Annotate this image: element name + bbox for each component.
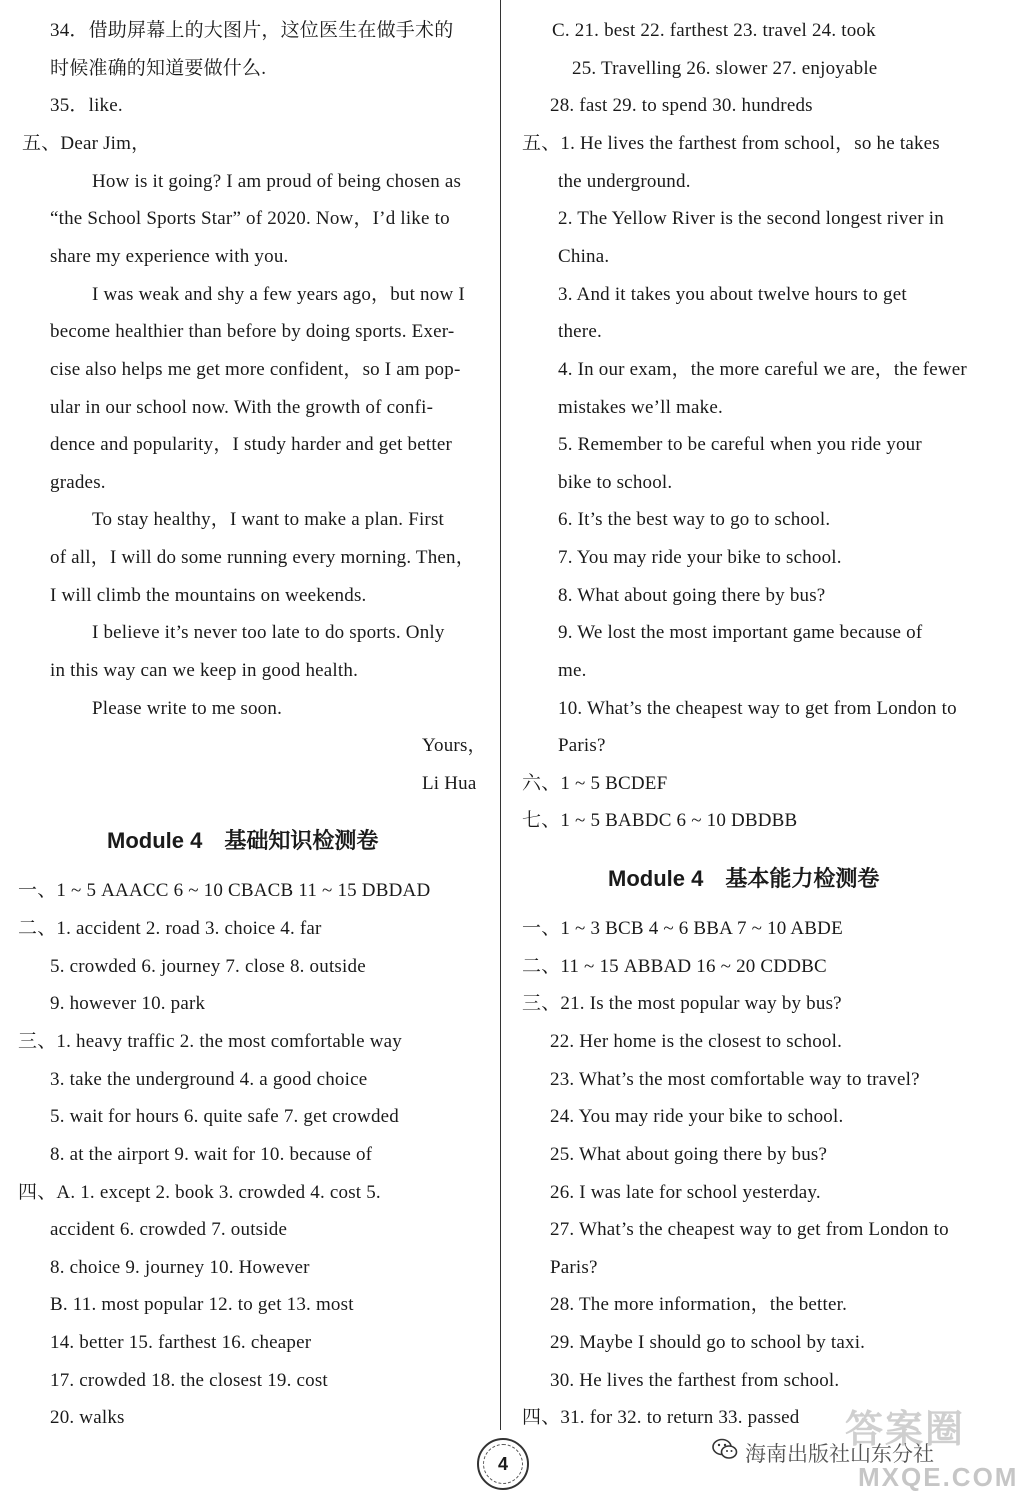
answer-line: 24. You may ride your bike to school. [550, 1106, 844, 1127]
answer-line: 8. choice 9. journey 10. However [50, 1257, 310, 1278]
answer-line: 五、1. He lives the farthest from school，so he takes [522, 133, 940, 154]
answer-line: the underground. [558, 171, 691, 192]
answer-line: 5. Remember to be careful when you ride your [558, 434, 922, 455]
answer-line: bike to school. [558, 472, 673, 493]
answer-line: of all，I will do some running every morning. Then， [50, 547, 475, 568]
right-section-heading: Module 4 基本能力检测卷 [608, 866, 880, 891]
answer-line: share my experience with you. [50, 246, 289, 267]
answer-line: “the School Sports Star” of 2020. Now，I’d like to [50, 208, 450, 229]
answer-line: 五、Dear Jim， [22, 133, 151, 154]
answer-line: 时候准确的知道要做什么. [50, 58, 267, 79]
answer-line: 9. however 10. park [50, 993, 206, 1014]
answer-line: 20. walks [50, 1407, 125, 1428]
answer-line: 34．借助屏幕上的大图片，这位医生在做手术的 [50, 20, 454, 41]
answer-line: 25. Travelling 26. slower 27. enjoyable [572, 58, 878, 79]
answer-line: 三、21. Is the most popular way by bus? [522, 993, 842, 1014]
answer-line: 23. What’s the most comfortable way to travel? [550, 1069, 920, 1090]
answer-line: 6. It’s the best way to go to school. [558, 509, 831, 530]
answer-line: 二、1. accident 2. road 3. choice 4. far [18, 918, 322, 939]
answer-line: become healthier than before by doing sports. Exer- [50, 321, 455, 342]
left-section-heading: Module 4 基础知识检测卷 [107, 828, 379, 853]
answer-line: Paris? [550, 1257, 598, 1278]
wechat-icon [712, 1438, 738, 1460]
answer-line: China. [558, 246, 610, 267]
answer-line: Li Hua [422, 773, 477, 794]
answer-line: 30. He lives the farthest from school. [550, 1370, 840, 1391]
answer-line: 5. crowded 6. journey 7. close 8. outside [50, 956, 366, 977]
answer-line: 5. wait for hours 6. quite safe 7. get crowded [50, 1106, 399, 1127]
answer-line: I was weak and shy a few years ago，but now I [92, 284, 465, 305]
answer-line: 四、31. for 32. to return 33. passed [522, 1407, 800, 1428]
answer-line: 二、11 ~ 15 ABBAD 16 ~ 20 CDDBC [522, 956, 827, 977]
answer-line: I believe it’s never too late to do sports. Only [92, 622, 445, 643]
answer-line: there. [558, 321, 602, 342]
answer-line: How is it going? I am proud of being chosen as [92, 171, 462, 192]
answer-line: B. 11. most popular 12. to get 13. most [50, 1294, 354, 1315]
answer-line: Please write to me soon. [92, 698, 283, 719]
answer-line: 一、1 ~ 3 BCB 4 ~ 6 BBA 7 ~ 10 ABDE [522, 918, 843, 939]
answer-line: 22. Her home is the closest to school. [550, 1031, 843, 1052]
watermark-channel: 海南出版社山东分社 [745, 1442, 934, 1466]
answer-line: 2. The Yellow River is the second longest river in [558, 208, 944, 229]
answer-line: 7. You may ride your bike to school. [558, 547, 842, 568]
answer-line: mistakes we’ll make. [558, 397, 723, 418]
answer-line: 七、1 ~ 5 BABDC 6 ~ 10 DBDBB [522, 810, 798, 831]
answer-line: 29. Maybe I should go to school by taxi. [550, 1332, 866, 1353]
column-divider [500, 0, 501, 1430]
answer-line: Paris? [558, 735, 606, 756]
answer-line: 8. at the airport 9. wait for 10. because of [50, 1144, 373, 1165]
answer-line: 三、1. heavy traffic 2. the most comfortable way [18, 1031, 402, 1052]
answer-line: 10. What’s the cheapest way to get from London to [558, 698, 957, 719]
answer-line: accident 6. crowded 7. outside [50, 1219, 288, 1240]
answer-line: 9. We lost the most important game because of [558, 622, 923, 643]
answer-line: 六、1 ~ 5 BCDEF [522, 773, 668, 794]
answer-line: 一、1 ~ 5 AAACC 6 ~ 10 CBACB 11 ~ 15 DBDAD [18, 880, 431, 901]
answer-line: 3. And it takes you about twelve hours to get [558, 284, 907, 305]
answer-line: 35．like. [50, 95, 123, 116]
answer-line: 28. fast 29. to spend 30. hundreds [550, 95, 813, 116]
answer-line: I will climb the mountains on weekends. [50, 585, 367, 606]
answer-line: cise also helps me get more confident，so I am pop- [50, 359, 461, 380]
answer-line: 14. better 15. farthest 16. cheaper [50, 1332, 312, 1353]
answer-line: grades. [50, 472, 106, 493]
page-number-badge [477, 1438, 529, 1490]
answer-line: ular in our school now. With the growth of confi- [50, 397, 434, 418]
answer-line: 3. take the underground 4. a good choice [50, 1069, 368, 1090]
page-number: 4 [483, 1444, 523, 1484]
answer-line: C. 21. best 22. farthest 23. travel 24. took [552, 20, 876, 41]
answer-line: 26. I was late for school yesterday. [550, 1182, 821, 1203]
answer-line: me. [558, 660, 587, 681]
answer-line: in this way can we keep in good health. [50, 660, 359, 681]
answer-line: dence and popularity，I study harder and get better [50, 434, 452, 455]
answer-line: 25. What about going there by bus? [550, 1144, 828, 1165]
answer-line: 四、A. 1. except 2. book 3. crowded 4. cost 5. [18, 1182, 381, 1203]
watermark-site: MXQE.COM [858, 1462, 1018, 1492]
watermark-logo: 答案圈 [845, 1407, 966, 1451]
answer-line: 8. What about going there by bus? [558, 585, 826, 606]
answer-line: 27. What’s the cheapest way to get from London to [550, 1219, 949, 1240]
answer-line: 28. The more information，the better. [550, 1294, 848, 1315]
answer-line: 4. In our exam，the more careful we are，the fewer [558, 359, 967, 380]
answer-line: Yours， [422, 735, 487, 756]
answer-line: To stay healthy，I want to make a plan. First [92, 509, 445, 530]
answer-line: 17. crowded 18. the closest 19. cost [50, 1370, 328, 1391]
